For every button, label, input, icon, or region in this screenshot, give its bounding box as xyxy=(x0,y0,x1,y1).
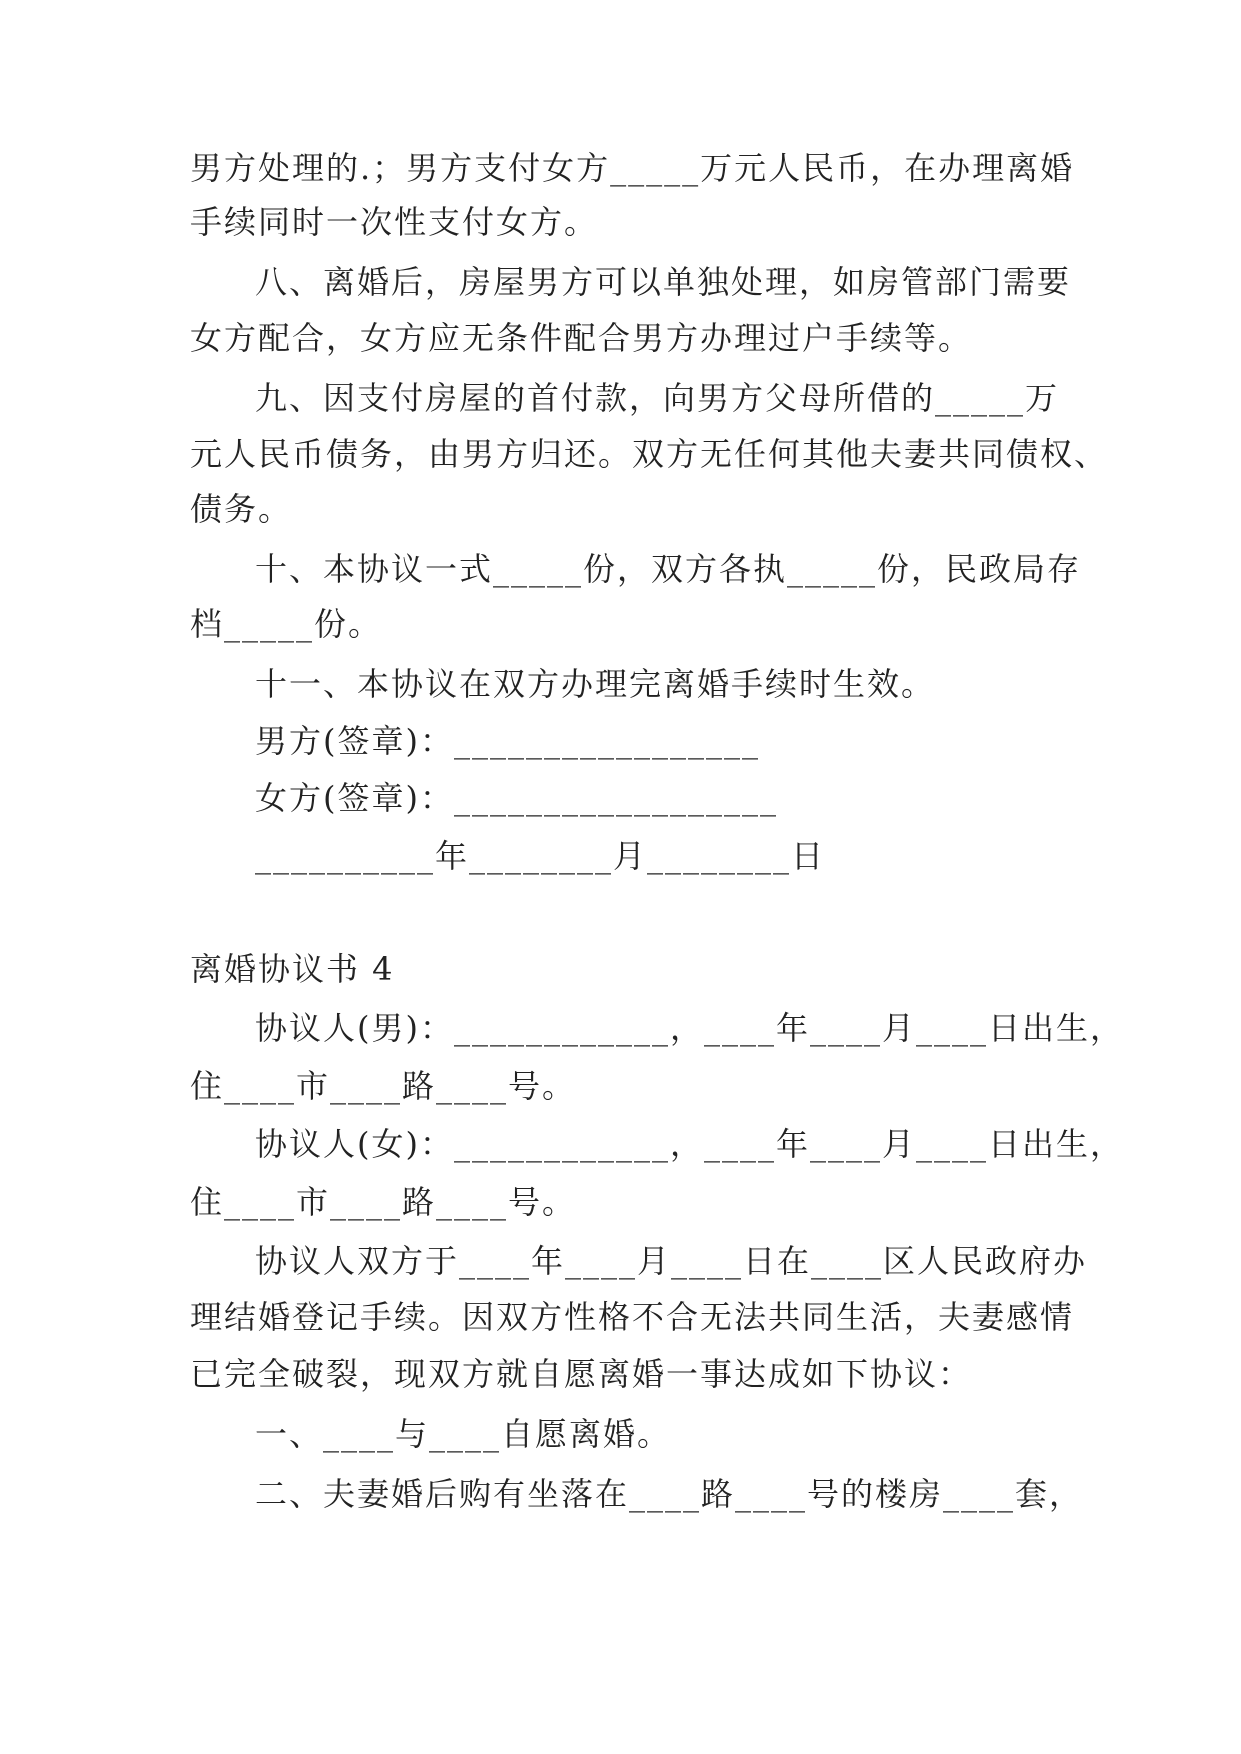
text-line: 协议人双方于____年____月____日在____区人民政府办 xyxy=(255,1242,1088,1280)
text-line: 理结婚登记手续。因双方性格不合无法共同生活，夫妻感情 xyxy=(190,1298,1075,1336)
text-line: 一、____与____自愿离婚。 xyxy=(255,1415,672,1453)
section-title: 离婚协议书 4 xyxy=(190,950,395,988)
text-line: 九、因支付房屋的首付款，向男方父母所借的_____万 xyxy=(255,379,1060,417)
text-line: 档_____份。 xyxy=(190,605,383,643)
text-line: 住____市____路____号。 xyxy=(190,1183,577,1221)
text-line: 八、离婚后，房屋男方可以单独处理，如房管部门需要 xyxy=(255,263,1072,301)
male-signature-line: 男方(签章)：_________________ xyxy=(255,722,760,760)
text-line: 二、夫妻婚后购有坐落在____路____号的楼房____套， xyxy=(255,1475,1084,1513)
text-line: 十一、本协议在双方办理完离婚手续时生效。 xyxy=(255,665,936,703)
text-line: 协议人(女)：____________，____年____月____日出生， xyxy=(255,1125,1124,1163)
text-line: 协议人(男)：____________，____年____月____日出生， xyxy=(255,1009,1124,1047)
text-line: 已完全破裂，现双方就自愿离婚一事达成如下协议： xyxy=(190,1355,973,1393)
text-line: 十、本协议一式_____份，双方各执_____份，民政局存 xyxy=(255,550,1082,588)
text-line: 男方处理的.；男方支付女方_____万元人民币，在办理离婚 xyxy=(190,149,1075,187)
date-line: __________年________月________日 xyxy=(255,837,826,875)
text-line: 手续同时一次性支付女方。 xyxy=(190,203,599,241)
text-line: 住____市____路____号。 xyxy=(190,1067,577,1105)
female-signature-line: 女方(签章)：__________________ xyxy=(255,779,778,817)
text-line: 债务。 xyxy=(190,490,293,528)
text-line: 元人民币债务，由男方归还。双方无任何其他夫妻共同债权、 xyxy=(190,435,1109,473)
text-line: 女方配合，女方应无条件配合男方办理过户手续等。 xyxy=(190,319,973,357)
